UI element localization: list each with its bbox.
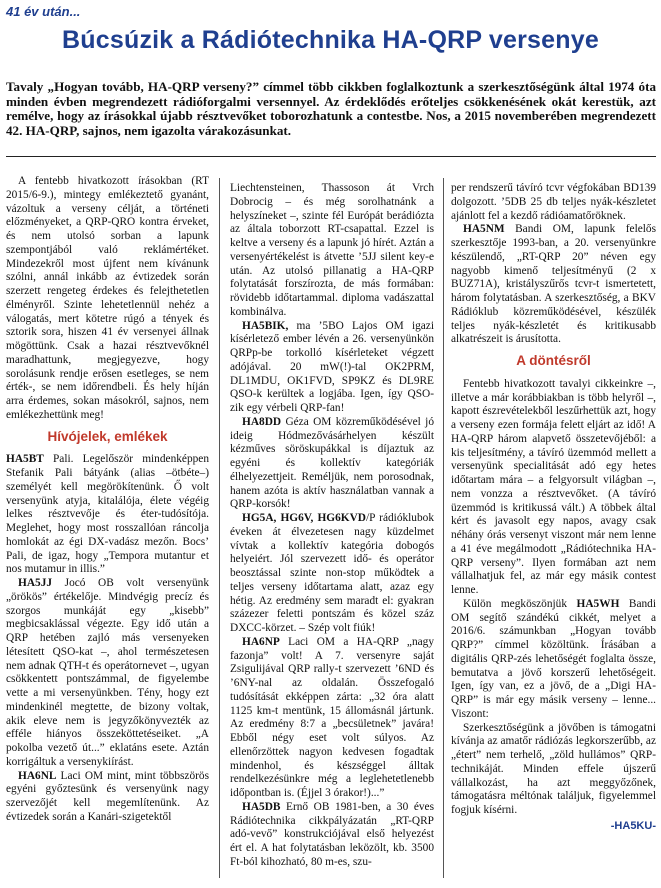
paragraph — [6, 453, 209, 577]
column-divider — [219, 178, 220, 878]
paragraph — [451, 598, 656, 722]
callsign: HA5JJ — [18, 577, 53, 589]
paragraph-text: ma ’5BO Lajos OM igazi kísérletező ember lévén a 26. versenyünkön QRPp-be torkolló kísérleteket végzett adójával. 20 mW(!)-tal OK2PRM, DL1MDU, OK1FVD, SP9KZ és DL9RE QSO-k kerültek a logjába. Igen, így QSO-zik egy vérbeli QRP-fan! — [230, 319, 434, 414]
paragraph: per rendszerű távíró tcvr végfokában BD139 dolgozott. ’5DB 25 db teljes nyák-készletet ajánlott fel a kezdő rádióamatőröknek. — [451, 182, 656, 222]
paragraph: Szerkesztőségünk a jövőben is támogatni kívánja az amatőr rádiózás legkorszerűbb, az „étert” nem terhelő, „zöld hullámos” QRP-technikáját. Minden effele újszerű vállalkozást, ha azt meggyőzőnek, támogatásra méltónak találjuk, figyelemmel fogjuk kísérni. — [451, 721, 656, 816]
article-title: Búcsúzik a Rádiótechnika HA-QRP versenye — [62, 26, 599, 54]
paragraph-text: Külön megköszönjük — [463, 597, 577, 610]
callsign: HA6NL — [18, 769, 57, 782]
paragraph: Liechtensteinen, Thassoson át Vrch Dobrocig – és még sorolhatnánk a helyszíneket –, szinte fél Európát berádiózta az általa toborzott RT-csapattal. Ezzel is keltve a verseny és a lapunk jó hírét. Aztán a versenyértékelést is átvette ’5JJ silent key-e után. Az utolsó pillanatig a HA-QRP folytatását forszírozta, de más formában: rövidebb időtartammal. diploma vadászattal kombinálva. — [230, 182, 434, 318]
paragraph — [6, 577, 209, 770]
callsign: HA5BIK, — [242, 319, 289, 332]
paragraph — [230, 512, 434, 636]
section-heading: Hívójelek, emlékek — [47, 428, 168, 444]
paragraph: A fentebb hivatkozott írásokban (RT 2015/6-9.), mintegy emlékeztető gyanánt, vázoltuk a verseny célját, a történeti előzményeket, a QRP-QRO kontra érveket, és nem utolsó sorban a lapunk szempontjából való reklámértéket. Mindezekről most újfent nem kívánunk szólni, annál inkább az évtizedek során szerzett rengeteg érdekes és felejthetetlen élményről. Szinte lehetetlennül nehéz a válogatás, mert kötetre rúgó a tények és sztorik sora, hiszen 41 év versenyei állnak mögöttünk. Csak a hazai résztvevőknél maradhattunk, megjegyezve, hogy sorolásunk rendje erősen esetleges, se nem érték-, se nem időrendbeli. És hely híján arra érdemes, sokan másokról, sajnos, nem emlékezhettünk meg! — [6, 175, 209, 421]
column-divider — [443, 178, 444, 878]
callsign: HA6NP — [242, 635, 280, 648]
callsign: HA8DD — [242, 415, 282, 428]
kicker: 41 év után... — [6, 4, 81, 19]
paragraph — [6, 770, 209, 825]
paragraph-text: Laci OM a HA-QRP „nagy fazonja” volt! A 7. versenyre saját Zsigulijával QRP rally-t szervezett ’6ND és ’6NY-nal az oldalán. Összefogaló tudósítását ekképpen zárta: „32 óra alatt 1125 km-t mentünk, 15 állomásnál jártunk. Az eredmény 8:7 a „becsületnek” javára! Ebből négy eset volt súlyos. Az ellenőrzöttek nagyon kedvesen fogadtak mindenhol, és készséggel álltak rendelkezésünkre még a leglehetetlenebb időpontban is. (Éjjel 3 órakor!)...” — [230, 635, 434, 799]
paragraph-text: Pali. Legelőször mindenképpen Stefanik Pali bátyánk (alias –ötbéte–) személyét kell megörökítenünk. Ő volt versenyünk atyja, kitalálója, élete végéig lelkes résztvevője és éter-tudósítója. Meglehet, hogy most rosszallóan ráncolja homlokát az égi DX-vadász mezőn. Bocs’ Pali, de igaz, hogy „Tempora mutantur et nos mutamur in illis.” — [6, 453, 209, 576]
paragraph-text: Ernő OB 1981-ben, a 30 éves Rádiótechnika cikkpályázatán „RT-QRP adó-vevő” konstrukciójával első helyezést ért el. A hat folytatásban leközölt, kb. 3500 Ft-ból kihozható, 80 m-es, szu- — [230, 800, 434, 868]
callsign: HG5A, HG6V, HG6KVD — [242, 512, 367, 524]
paragraph-text: Géza OM közreműködésével jó ideig Hódmezővásárhelyen készült kézműves söröskupákkal is díjaztuk az egyéni és kollektív kategóriák élhelyezettjeit. Reméljük, nem porosodnak, hanem azóta is aktív használatban vannak a QRP-korsók! — [230, 415, 434, 511]
author-signature: -HA5KU- — [610, 819, 656, 832]
paragraph — [230, 636, 434, 801]
paragraph — [451, 223, 656, 347]
paragraph-text: Jocó OB volt versenyünk „örökös” értékelője. Mindvégig precíz és szorgos munkáját egy „kisebb” megbicsaklással végezte. Egy idő után a QRP hetében zajló más versenyeken létesített QSO-kat –, ahol természetesen nem adnak QTH-t és operátornevet –, ugyan csökkentett pontszámmal, de figyelembe vette a mi versenyünkben. Tény, hogy ezt mindenkinél megtette, de bizony voltak, akik eleve nem is jegyzőkönyvezték az efféle hiányos összeköttetéseiket. „A pokolba vezető út...” eklatáns esete. Aztán korrigáltuk a versenykiírást. — [6, 577, 209, 768]
column-2 — [230, 182, 434, 870]
paragraph-text: Bandi OM segítő szándékú cikkét, melyet a 2016/6. számunkban „Hogyan tovább QRP?” címmel közöltünk. Írásában a digitális QRP-zés lehetőségét foglalta össze, bemutatva a jövő korszerű lehetőségeit. Igen, így van, ez a jövő, de a „Digi HA-QRP” is már egy másik verseny – lenne... Viszont: — [451, 597, 656, 720]
callsign: HA5DB — [242, 800, 281, 813]
callsign: HA5NM — [463, 223, 505, 236]
paragraph — [230, 801, 434, 870]
callsign: HA5WH — [576, 597, 620, 610]
lead-paragraph: Tavaly „Hogyan tovább, HA-QRP verseny?” címmel több cikkben foglalkoztunk a szerkesztőségünk által 1974 óta minden évben megrendezett rádióforgalmi versennyel. Az érdeklődés erőteljes csökkenésének okát kerestük, azt remélve, hogy az írásokkal újabb résztvevőket toborozhatunk a contestbe. Nos, a 2015 novemberében megrendezett 42. HA-QRP, sajnos, nem igazolta várakozásunkat. — [6, 79, 656, 138]
column-1 — [6, 175, 209, 825]
divider — [6, 156, 656, 157]
paragraph-text: Bandi OM, lapunk felelős szerkesztője 1993-ban, a 20. versenyünkre készülendő, „RT-QRP 20” néven egy nagyobb kimenő teljesítményű (2 x BUZ71A), kristályszűrős tcvr-t ismertetett, három folytatásban. A szerkesztőség, a BKV Rádióklub közreműködésével, készülék teljes nyák-készletét és kritikusabb alkatrészeit is árusította. — [451, 223, 656, 346]
column-3 — [451, 182, 656, 834]
paragraph-text: /P rádióklubok éveken át élvezetesen nagy küzdelmet vívtak a kollektív kategória dobogós helyeiért. Jól szervezett idő- és operátor beosztással szinte non-stop működtek a teljes verseny időtartama alatt, azaz egy hétig. Az eredmény sem maradt el: gyakran százezer feletti pontszám és közel száz DXCC-körzet. – Szép volt fiúk! — [230, 512, 434, 634]
section-heading: A döntésről — [516, 353, 591, 368]
paragraph — [230, 320, 434, 416]
callsign: HA5BT — [6, 453, 44, 466]
paragraph: Fentebb hivatkozott tavalyi cikkeinkre –, illetve a már korábbiakban is több helyről –, kapott észrevételekből leszűrhettük azt, hogy a verseny ezen formája felett eljárt az idő! A HA-QRP három alapvető összetevőjéből: a kis teljesítmény, a távíró üzemmód mellett a versenyünk specialitását adó egy hetes időtartam mára – a felgyorsult világban –, nem vonzza a résztvevőket. (A távíró üzemmód is kritikussá vált.) A többek által kért és javasolt egy napos, avagy csak néhány órás versenyt viszont már nem lenne a 41 éve megálmodott „Rádiótechnika HA-QRP verseny”. Ilyen formában azt nem vállalhatjuk fel, az már egy másik contest lenne. — [451, 377, 656, 596]
paragraph-text: Laci OM mint, mint többszörös egyéni győztesünk és versenyünk nagy szervezőjét kell megemlítenünk. Az évtizedek során a Kanári-szigetektől — [6, 769, 209, 823]
paragraph — [230, 416, 434, 512]
